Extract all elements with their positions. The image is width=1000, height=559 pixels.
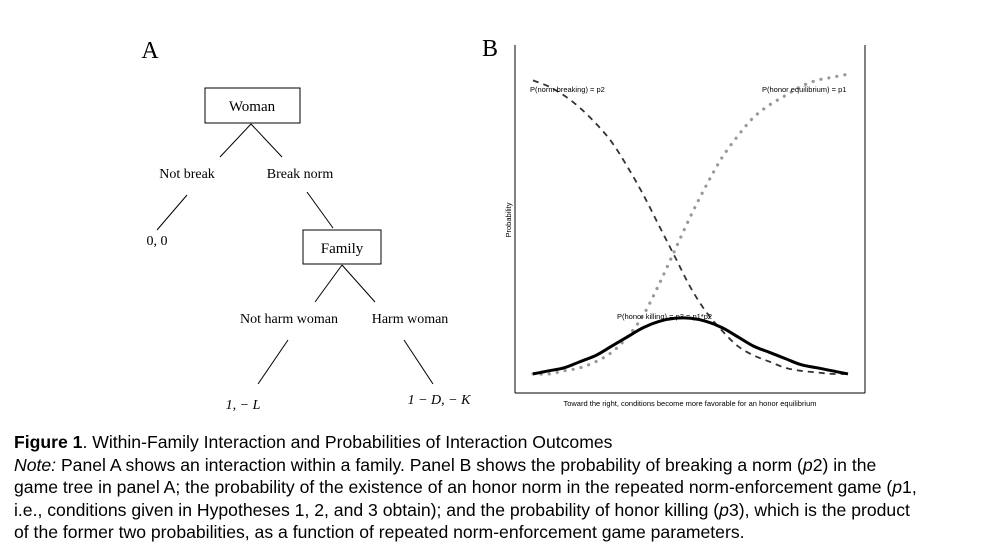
payoff-not-harm: 1, − L (225, 398, 261, 413)
series-label-p1: P(honor equilibrium) = p1 (762, 85, 847, 94)
edge-break-family (307, 192, 333, 228)
panel-b-label: B (481, 36, 499, 62)
caption-title-line (14, 431, 990, 454)
caption-line-2: game tree in panel A; the probability of the existence of an honor norm in the repeated norm-enforcement game (p1, (14, 477, 917, 497)
series-label-p3: P(honor killing) = p3 = p1*p2 (617, 312, 713, 321)
series-layer (533, 74, 848, 374)
edge-not-break-payoff (157, 195, 187, 230)
edge-not-harm-payoff (258, 340, 288, 384)
not-break-label: Not break (159, 167, 215, 182)
panel-a-game-tree (141, 38, 471, 413)
caption-note-label: Note: (14, 454, 57, 475)
harm-label: Harm woman (371, 312, 449, 327)
edge-harm-payoff (404, 340, 433, 384)
y-axis-label: Probability (504, 202, 513, 238)
edge-woman-break (251, 124, 282, 157)
panel-a-label: A (141, 38, 159, 64)
edge-woman-not-break (220, 124, 251, 157)
break-norm-label: Break norm (266, 167, 334, 182)
x-axis-label: Toward the right, conditions become more favorable for an honor equilibrium (563, 399, 817, 408)
caption-title: . Within-Family Interaction and Probabilities of Interaction Outcomes (82, 432, 613, 452)
panel-b-chart (482, 36, 865, 408)
caption-figure-label: Figure 1 (14, 432, 83, 452)
series-line-p1 (533, 74, 848, 374)
figure-caption (14, 431, 990, 544)
series-line-p2 (533, 80, 848, 374)
edge-family-harm (342, 265, 375, 302)
caption-line-3: i.e., conditions given in Hypotheses 1, 2, and 3 obtain); and the probability of honor killing (p3), which is the product (14, 499, 910, 520)
caption-line-4: of the former two probabilities, as a function of repeated norm-enforcement game parameters. (14, 522, 745, 542)
woman-node-label: Woman (228, 99, 276, 115)
series-line-p3 (533, 318, 848, 374)
not-harm-label: Not harm woman (240, 312, 338, 327)
edge-family-not-harm (315, 265, 342, 302)
series-label-p2: P(norm breaking) = p2 (530, 85, 605, 94)
payoff-not-break: 0, 0 (146, 234, 168, 249)
caption-line-1: Note: Panel A shows an interaction within a family. Panel B shows the probability of breaking a norm (p2) in the (14, 454, 877, 475)
payoff-harm: 1 − D, − K (407, 393, 471, 408)
family-node-label: Family (320, 241, 364, 257)
